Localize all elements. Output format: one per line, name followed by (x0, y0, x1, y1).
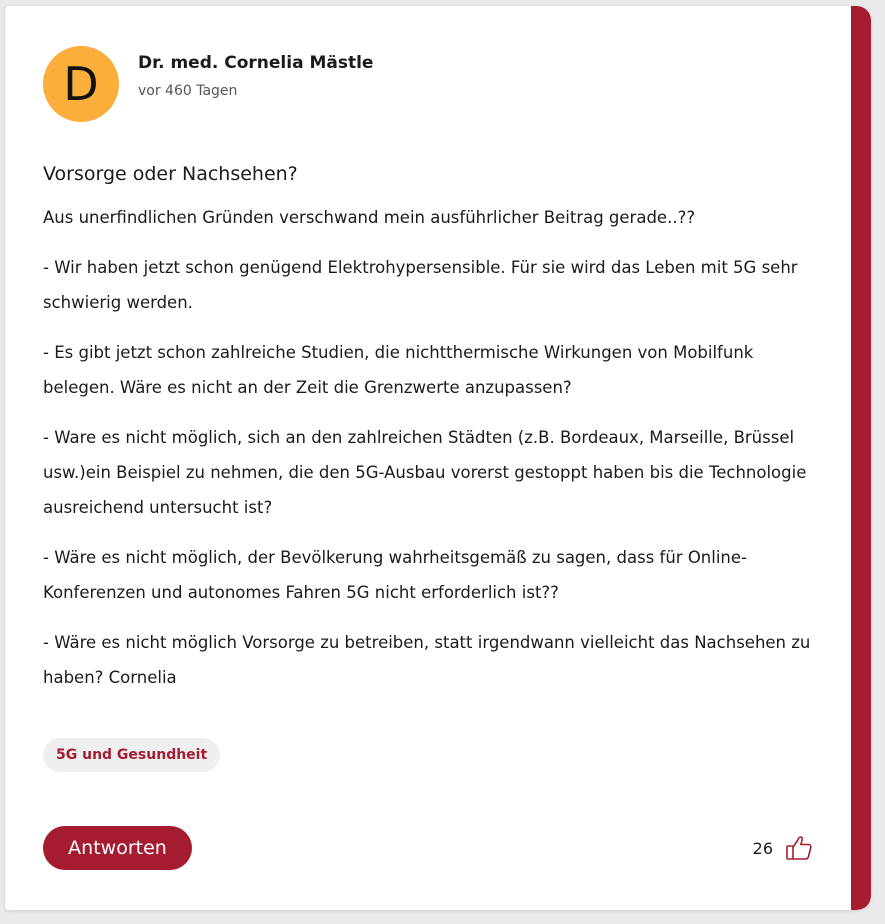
like-area (753, 834, 813, 862)
thumbs-up-icon (785, 834, 813, 862)
comment-card (5, 6, 871, 910)
topic-tag[interactable]: 5G und Gesundheit (43, 738, 220, 772)
like-count: 26 (752, 838, 773, 858)
post-paragraph: - Wäre es nicht möglich Vorsorge zu betreiben, statt irgendwann vielleicht das Nachsehen zu haben? Cornelia (43, 633, 811, 687)
author-row (43, 46, 373, 122)
reply-button[interactable]: Antworten (43, 826, 192, 870)
post-paragraph: Aus unerfindlichen Gründen verschwand mein ausführlicher Beitrag gerade..?? (43, 208, 696, 227)
post-paragraph: - Ware es nicht möglich, sich an den zahlreichen Städten (z.B. Bordeaux, Marseille, Brüssel usw.)ein Beispiel zu nehmen, die den 5G-Ausbau vorerst gestoppt haben bis die Technologie ausreichend untersucht ist? (43, 428, 807, 517)
post-paragraph: - Wir haben jetzt schon genügend Elektrohypersensible. Für sie wird das Leben mit 5G sehr schwierig werden. (43, 258, 798, 312)
avatar: D (43, 46, 119, 122)
post-time: vor 460 Tagen (138, 83, 238, 99)
post-paragraph: - Wäre es nicht möglich, der Bevölkerung wahrheitsgemäß zu sagen, dass für Online-Konferenzen und autonomes Fahren 5G nicht erforderlich ist?? (43, 548, 747, 602)
post-paragraph: - Es gibt jetzt schon zahlreiche Studien, die nichtthermische Wirkungen von Mobilfunk belegen. Wäre es nicht an der Zeit die Grenzwerte anzupassen? (43, 343, 754, 397)
post-title: Vorsorge oder Nachsehen? (43, 163, 298, 185)
accent-bar (851, 6, 871, 910)
author-name: Dr. med. Cornelia Mästle (138, 53, 374, 73)
author-meta (138, 52, 373, 99)
post-body (43, 200, 818, 710)
like-button[interactable] (785, 834, 813, 862)
